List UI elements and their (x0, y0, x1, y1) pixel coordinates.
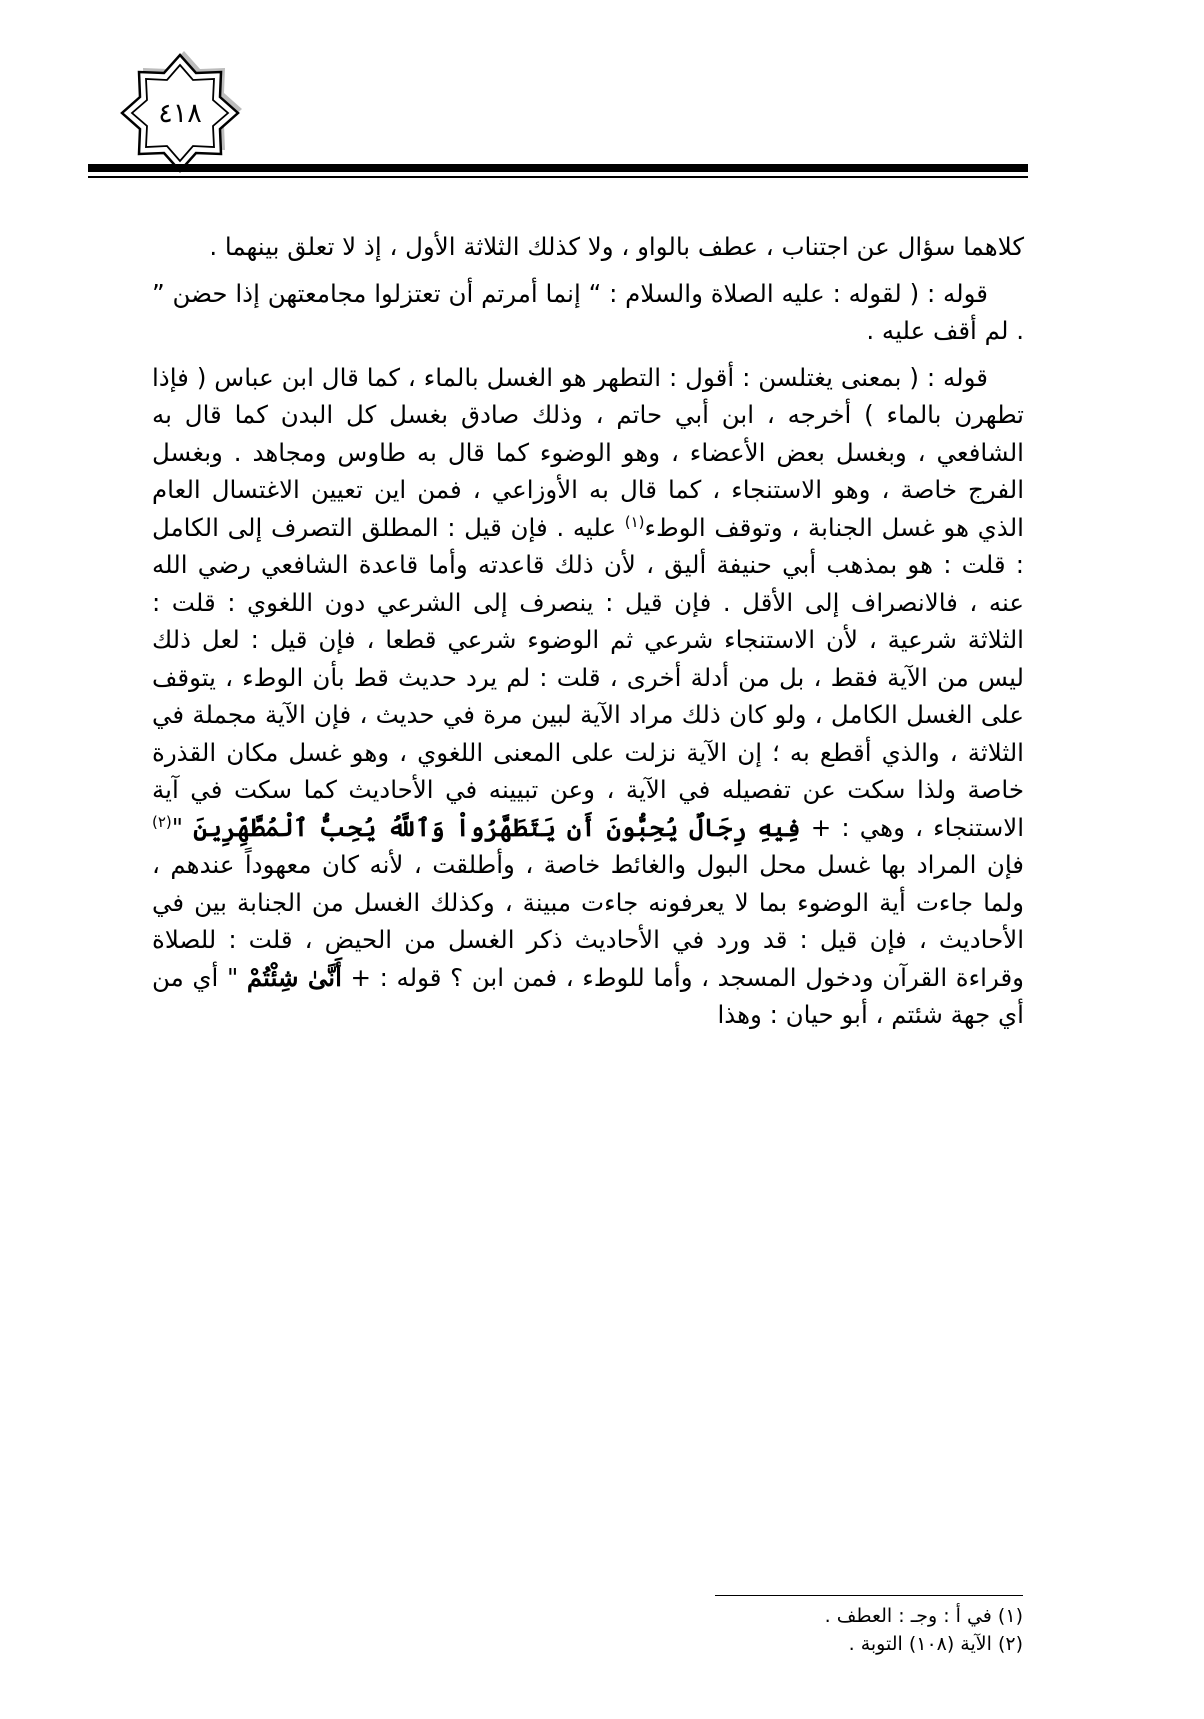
paragraph-1: كلاهما سؤال عن اجتناب ، عطف بالواو ، ولا كذلك الثلاثة الأول ، إذ لا تعلق بينهما . (209, 232, 1024, 261)
paragraph-3-part-d: فإن المراد بها غسل محل البول والغائط خاصة ، وأطلقت ، لأنه كان معهوداً عندهم ، ولما جاءت أية الوضوء بما لا يعرفونه جاءت مبينة ، وكذلك الغسل من الجنابة بين في الأحاديث ، فإن قيل : قد ورد في الأحاديث ذكر الغسل من الحيض ، قلت : للصلاة وقراءة القرآن ودخول المسجد ، وأما للوطء ، فمن ابن ؟ قوله : + (152, 850, 1025, 992)
quran-verse-1: فِيهِ رِجَالٌ يُحِبُّونَ أَن يَتَطَهَّرُواْ وَٱللَّهُ يُحِبُّ ٱلْمُطَّهِّرِينَ (193, 812, 801, 842)
main-text (152, 228, 1024, 1043)
footnote-2: (٢) الآية (١٠٨) التوبة . (848, 1633, 1023, 1655)
footnotes (600, 1602, 1023, 1658)
header-rule-thick (88, 164, 1028, 172)
footnote-ref-2: (٢) (152, 812, 172, 831)
header-rule-thin (88, 176, 1028, 178)
footnote-1: (١) في أ : وجـ : العطف . (824, 1605, 1023, 1627)
paragraph-3-part-c: " (171, 812, 194, 842)
paragraph-3-part-e: " أي من أي جهة شئتم ، أبو حيان : وهذا (152, 962, 1024, 1029)
paragraph-3-part-a: قوله : ( بمعنى يغتلسن : أقول : التطهر هو الغسل بالماء ، كما قال ابن عباس ( فإذا تطهرن بالماء ) أخرجه ، ابن أبي حاتم ، وذلك صادق بغسل كل البدن كما قال به الشافعي ، وبغسل بعض الأعضاء ، وهو الوضوء كما قال به طاوس ومجاهد . وبغسل الفرج خاصة ، وهو الاستنجاء ، كما قال به الأوزاعي ، فمن اين تعيين الاغتسال العام الذي هو غسل الجنابة ، وتوقف الوطء (152, 362, 1024, 542)
paragraph-2: قوله : ( لقوله : عليه الصلاة والسلام : “ إنما أمرتم أن تعتزلوا مجامعتهن إذا حضن ” . لم أقف عليه . (152, 278, 1024, 345)
page-number: ٤١٨ (158, 97, 202, 129)
paragraph-3 (152, 359, 1024, 1034)
quran-verse-2: أَنَّىٰ شِئْتُمْ (246, 962, 342, 992)
footnote-ref-1: (١) (624, 512, 645, 531)
footnote-separator (715, 1595, 1023, 1596)
paragraph-3-part-b: عليه . فإن قيل : المطلق التصرف إلى الكامل : قلت : هو بمذهب أبي حنيفة أليق ، لأن ذلك قاعدته وأما قاعدة الشافعي رضي الله عنه ، فالانصراف إلى الأقل . فإن قيل : ينصرف إلى الشرعي دون اللغوي : قلت : الثلاثة شرعية ، لأن الاستنجاء شرعي ثم الوضوء شرعي قطعا ، فإن قيل : لعل ذلك ليس من الآية فقط ، بل من أدلة أخرى ، قلت : لم يرد حديث قط بأن الوطء ، يتوقف على الغسل الكامل ، ولو كان ذلك مراد الآية لبين مرة في حديث ، فإن الآية مجملة في الثلاثة ، والذي أقطع به ؛ إن الآية نزلت على المعنى اللغوي ، وهو غسل مكان القذرة خاصة ولذا سكت عن تفصيله في الآية ، وعن تبيينه في الأحاديث كما سكت في آية الاستنجاء ، وهي : + (152, 512, 1025, 842)
